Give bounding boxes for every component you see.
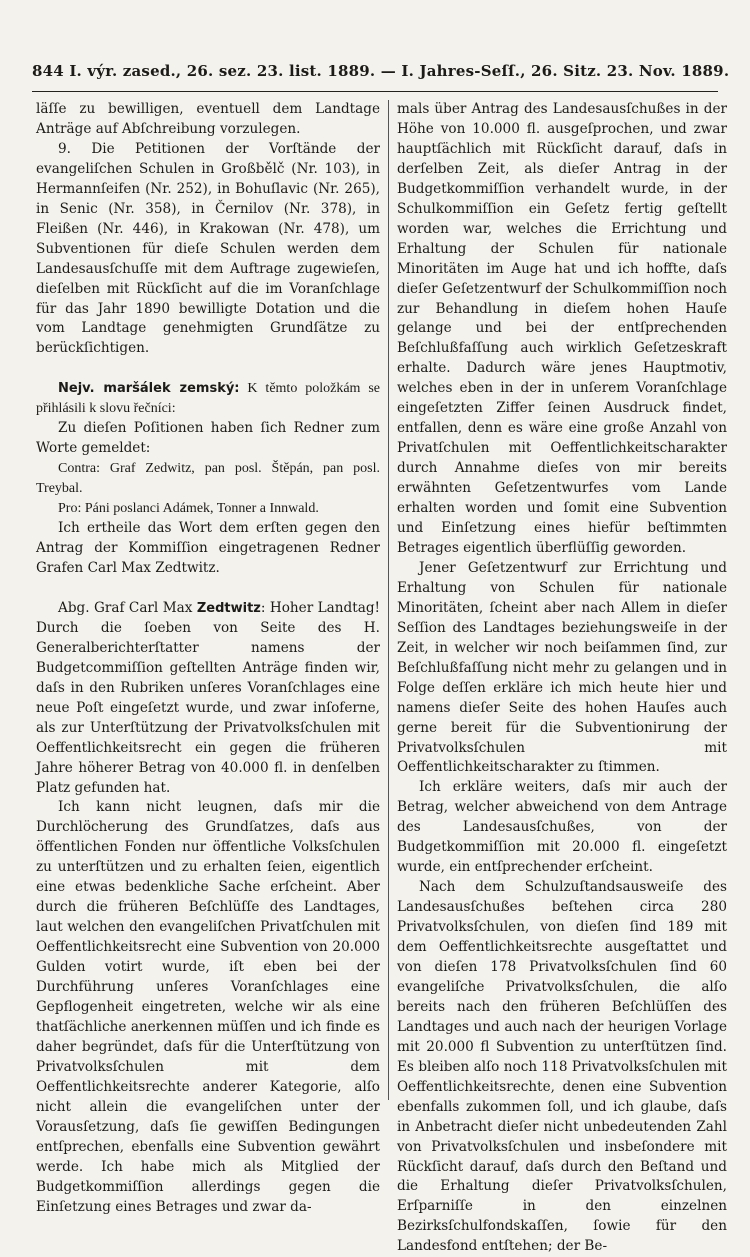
paragraph-weiters: Ich erkläre weiters, daſs mir auch der Betrag, welcher abweichend von dem Antrage des Landesausſchußes, von der Budgetkommiſſion mit 20.000 fl. eingeſetzt wurde, ein entſprechender erſcheint. bbox=[397, 779, 727, 876]
right-column bbox=[397, 100, 727, 1255]
paragraph-item-9: 9. Die Petitionen der Vorſtände der evangeliſchen Schulen in Großbělč (Nr. 103), in Hermannſeifen (Nr. 252), in Bohuſlavic (Nr. 265), in Senic (Nr. 358), in Černilov (Nr. 378), in Fleißen (Nr. 446), in Krakowan (Nr. 478), um Subventionen für dieſe Schulen werden dem Landesausſchuſſe mit dem Auftrage zugewieſen, dieſelben mit Rückſicht auf die im Voranſchlage für das Jahr 1890 bewilligte Dotation und die vom Landtage genehmigten Grundſätze zu berückſichtigen. bbox=[36, 140, 380, 357]
paragraph-nach: Nach dem Schulzuſtandsausweiſe des Landesausſchußes beſtehen circa 280 Privatvolksſchulen, von dieſen ſind 189 mit dem Oeffentlichkeitsrechte ausgeſtattet und von dieſen 178 Privatvolksſchulen ſind 60 evangeliſche Privatvolksſchulen, die alſo bereits nach den früheren Beſchlüſſen des Landtages und auch nach der heurigen Vorlage mit 20.000 fl Subvention zu unterſtützen ſind. Es bleiben alſo noch 118 Privatvolksſchulen mit Oeffentlichkeitsrechte, denen eine Subvention ebenfalls zukommen ſoll, und ich glaube, daſs in Anbetracht dieſer nicht unbedeutenden Zahl von Privatvolksſchulen und insbeſondere mit Rückſicht darauf, daſs durch den Beſtand und die Erhaltung dieſer Privatvolksſchulen, Erſparniſſe in den einzelnen Bezirksſchulfondskaſſen, ſowie für den Landesfond entſtehen; der Be- bbox=[397, 879, 727, 1255]
page-header: 844 I. výr. zased., 26. sez. 23. list. 1889. — I. Jahres-Seſſ., 26. Sitz. 23. Nov. 1889. bbox=[32, 62, 730, 80]
header-rule bbox=[32, 91, 718, 92]
paragraph-jener: Jener Geſetzentwurf zur Errichtung und Erhaltung von Schulen für nationale Minoritäten, ſcheint aber nach Allem in dieſer Seſſion des Landtages beziehungsweiſe in der Zeit, in welcher wir noch beiſammen ſind, zur Beſchlußfaſſung nicht mehr zu gelangen und in Folge deſſen erkläre ich mich heute hier und namens dieſer Seite des hohen Hauſes auch gerne bereit für die Subventionirung der Privatvolksſchulen mit Oeffentlichkeitscharakter zu ſtimmen. bbox=[397, 559, 727, 776]
paragraph-speakers-german: Zu dieſen Poſitionen haben ſich Redner zum Worte gemeldet: bbox=[36, 420, 380, 457]
speaker-marshal: Nejv. maršálek zemský: bbox=[58, 381, 240, 397]
paragraph-pro: Pro: Páni poslanci Adámek, Tonner a Innwald. bbox=[58, 501, 319, 517]
paragraph-leugnen: Ich kann nicht leugnen, daſs mir die Durchlöcherung des Grundſatzes, daſs aus öffentlichen Fonden nur öffentliche Volksſchulen zu unterſtützen und zu erhalten ſeien, eigentlich eine etwas bedenkliche Sache erſcheint. Aber durch die früheren Beſchlüſſe des Landtages, laut welchen den evangeliſchen Privatſchulen mit Oeffentlichkeitsrecht eine Subvention von 20.000 Gulden votirt wurde, iſt eben bei der Durchführung unſeres Voranſchlages eine Gepflogenheit eingetreten, welche wir als eine thatſächliche anerkennen müſſen und ich finde es daher begründet, daſs für die Unterſtützung von Privatvolksſchulen mit dem Oeffentlichkeitsrechte anderer Kategorie, alſo nicht allein die evangeliſchen unter der Vorausſetzung, daſs ſie gewiſſen Bedingungen entſprechen, ebenfalls eine Subvention gewährt werde. Ich habe mich als Mitglied der Budgetkommiſſion allerdings gegen die Einſetzung eines Betrages und zwar da- bbox=[36, 799, 380, 1215]
marshal-text: K těmto položkám se přihlásili k slovu řečníci: bbox=[36, 381, 380, 417]
abg-text: : Hoher Landtag! Durch die ſoeben von Seite des H. Generalberichterſtatter namens der Budgetcommiſſion geſtellten Anträge finden wir, daſs in den Rubriken unſeres Voranſchlages eine neue Poſt eingeſetzt wurde, und zwar inſoferne, als zur Unterſtützung der Privatvolksſchulen mit Oeffentlichkeitsrecht ein gegen die früheren Jahre höherer Betrag von 40.000 fl. in denſelben Platz gefunden hat. bbox=[36, 599, 380, 796]
paragraph-zedtwitz bbox=[36, 599, 380, 799]
paragraph-continuation-right: mals über Antrag des Landesausſchußes in der Höhe von 10.000 fl. ausgeſprochen, und zwar hauptſächlich mit Rückſicht darauf, daſs in derſelben Zeit, als dieſer Antrag in der Budgetkommiſſion verhandelt wurde, in der Schulkommiſſion ein Geſetz fertig geſtellt worden war, welches die Errichtung und Erhaltung der Schulen für nationale Minoritäten im Auge hat und ich hoffte, daſs dieſer Geſetzentwurf der Schulkommiſſion noch zur Behandlung in dieſem hohen Hauſe gelange und bei der entſprechenden Beſchlußfaſſung auch wirklich Geſetzeskraft erhalte. Dadurch wäre jenes Hauptmotiv, welches eben in der in unſerem Voranſchlage eingeſetzten Ziffer ſeinen Ausdruck findet, entfallen, denn es wäre eine große Anzahl von Privatſchulen mit Oeffentlichkeitscharakter durch Annahme dieſes von mir bereits erwähnten Geſetzentwurfes vom Lande erhalten worden und ſomit eine Subvention und Einſetzung eines hiefür beſtimmten Betrages eigentlich überflüſſig geworden. bbox=[397, 101, 727, 556]
paragraph-word-given: Ich ertheile das Wort dem erſten gegen den Antrag der Kommiſſion eingetragenen Redner Grafen Carl Max Zedtwitz. bbox=[36, 520, 380, 576]
speaker-abg-prefix: Abg. Graf Carl Max bbox=[58, 599, 197, 616]
speaker-abg-name: Zedtwitz bbox=[196, 600, 261, 616]
left-column bbox=[36, 100, 380, 1215]
paragraph-contra: Contra: Graf Zedwitz, pan posl. Štěpán, pan posl. Treybal. bbox=[36, 461, 380, 497]
paragraph-marshal bbox=[36, 379, 380, 419]
paragraph-continuation: läſſe zu bewilligen, eventuell dem Landtage Anträge auf Abſchreibung vorzulegen. bbox=[36, 101, 380, 137]
column-divider bbox=[388, 100, 389, 1100]
